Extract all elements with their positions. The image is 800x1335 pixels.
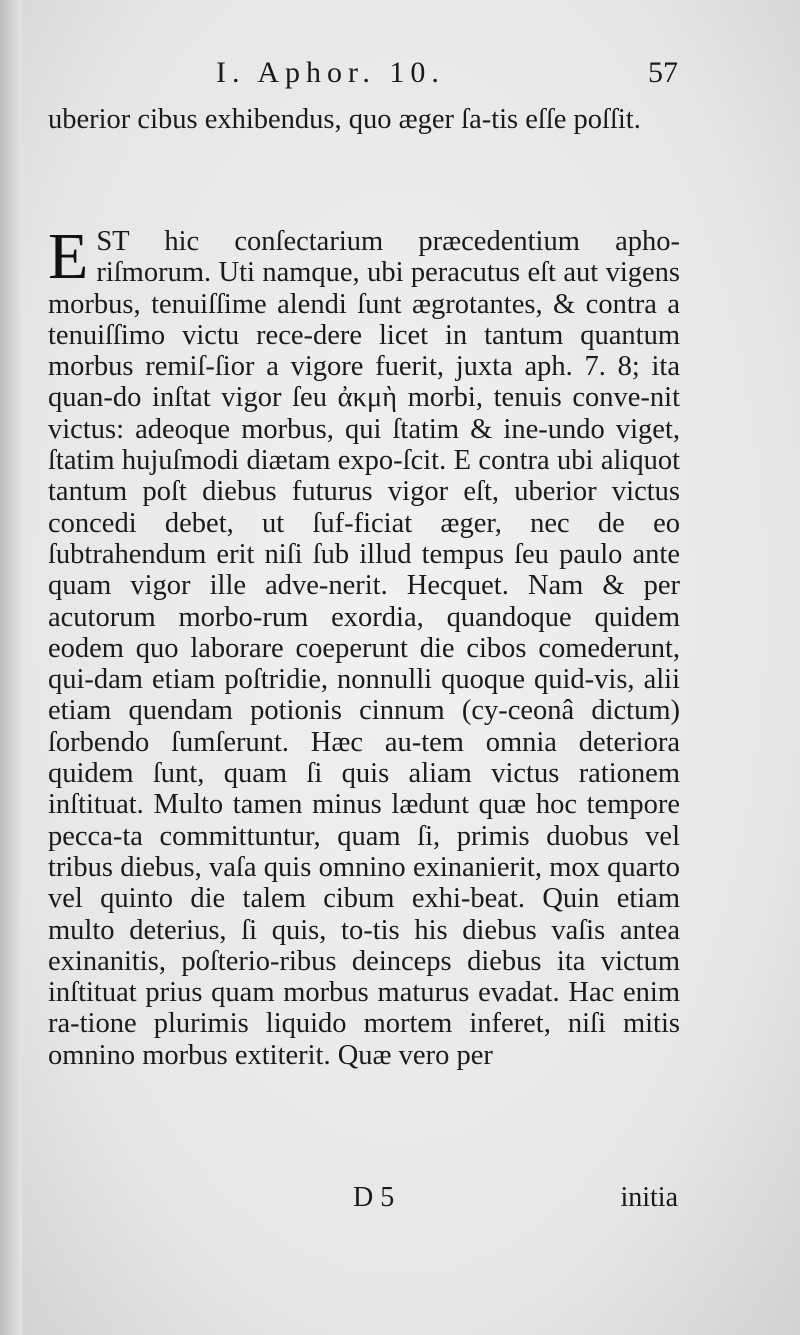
page-number: 57 [648,56,678,89]
signature-mark: D 5 [353,1182,395,1213]
page-header [48,56,678,96]
drop-cap: E [48,220,89,293]
commentary-text: ST hic conſectarium præcedentium apho-riſmorum. Uti namque, ubi peracutus eſt aut vigens morbus, tenuiſſime alendi ſunt ægrotantes, & contra a tenuiſſimo victu rece-dere licet in tantum quantum morbus remiſ-ſior a vigore fuerit, juxta aph. 7. 8; ita quan-do inſtat vigor ſeu ἀκμὴ morbi, tenuis conve-nit victus: adeoque morbus, qui ſtatim & ine-undo viget, ſtatim hujuſmodi diætam expo-ſcit. E contra ubi aliquot tantum poſt diebus futurus vigor eſt, uberior victus concedi debet, ut ſuf-ficiat æger, nec de eo ſubtrahendum erit niſi ſub illud tempus ſeu paulo ante quam vigor ille adve-nerit. Hecquet. Nam & per acutorum morbo-rum exordia, quandoque quidem eodem quo laborare coeperunt die cibos comederunt, qui-dam etiam poſtridie, nonnulli quoque quid-vis, alii etiam quendam potionis cinnum (cy-ceonâ dictum) ſorbendo ſumſerunt. Hæc au-tem omnia deteriora quidem ſunt, quam ſi quis aliam victus rationem inſtituat. Multo tamen minus lædunt quæ hoc tempore pecca-ta committuntur, quam ſi, primis duobus vel tribus diebus, vaſa quis omnino exinanierit, mox quarto vel quinto die talem cibum exhi-beat. Quin etiam multo deterius, ſi quis, to-tis his diebus vaſis antea exinanitis, poſterio-ribus deinceps diebus ita victum inſtituat prius quam morbus maturus evadat. Hac enim ra-tione plurimis liquido mortem inferet, niſi mitis omnino morbus extiterit. Quæ vero per [48,226,680,1071]
paragraph-continuation: uberior cibus exhibendus, quo æger ſa-tis eſſe poſſit. [48,104,641,135]
paragraph-commentary [48,220,680,1071]
page-gutter [0,0,22,1335]
page-footer [48,1182,678,1222]
running-head: I. Aphor. 10. [216,56,445,89]
catchword: initia [620,1182,678,1213]
